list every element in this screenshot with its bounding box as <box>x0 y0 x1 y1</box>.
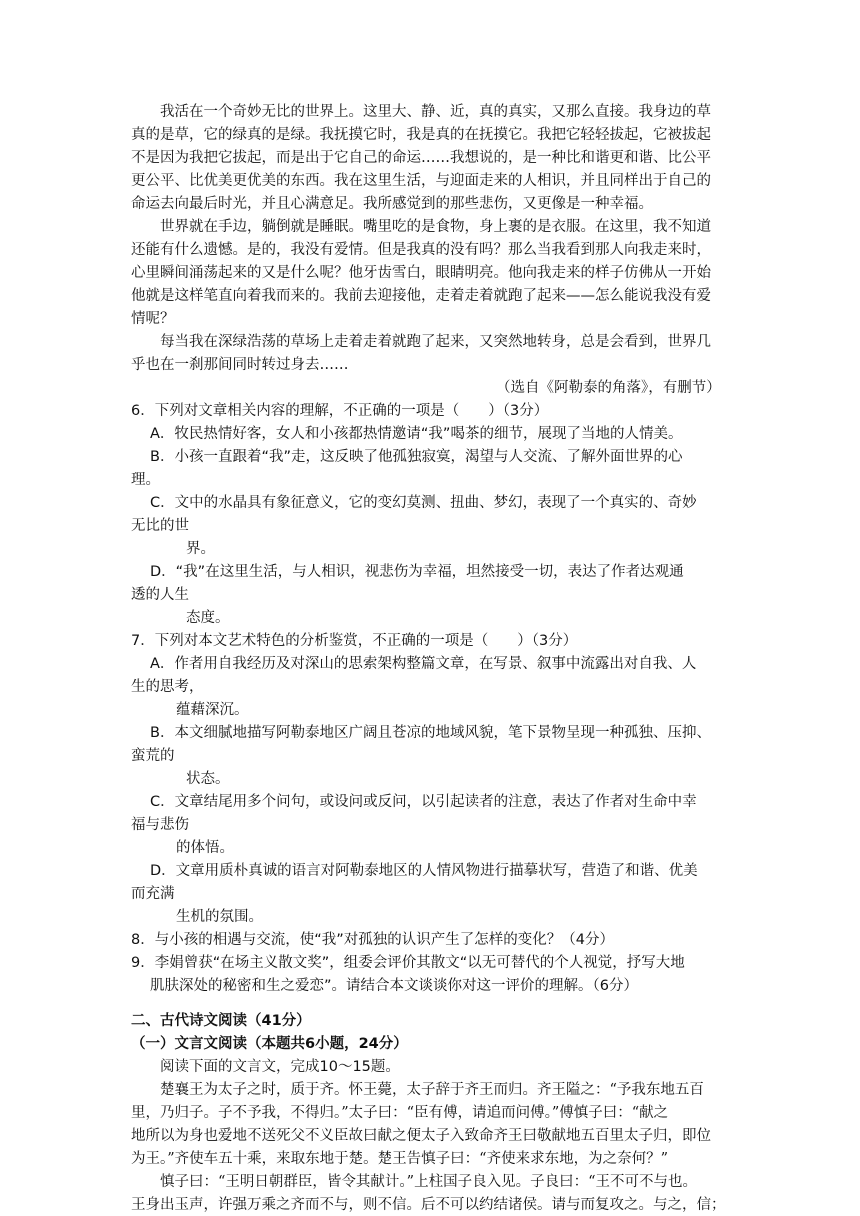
question-6-option-d-cont: 态度。 <box>186 610 230 626</box>
passage-line: 命运去向最后时光，并且心满意足。我所感觉到的那些悲伤，又更像是一种幸福。 <box>131 196 653 212</box>
question-7-option-a: A．作者用自我经历及对深山的思索架构整篇文章，在写景、叙事中流露出对自我、人 <box>150 656 697 672</box>
question-7-option-b: B．本文细腻地描写阿勒泰地区广阔且苍凉的地域风貌，笔下景物呈现一种孤独、压抑、 <box>150 725 711 741</box>
question-7-option-d-cont: 生机的氛围。 <box>176 909 263 925</box>
question-7-option-b-cont: 蛮荒的 <box>131 748 175 764</box>
passage-line: 还能有什么遗憾。是的，我没有爱情。但是我真的没有吗？那么当我看到那人向我走来时， <box>131 242 711 258</box>
question-6-option-c-cont: 界。 <box>186 541 215 557</box>
question-7-option-a-cont: 生的思考， <box>131 679 204 695</box>
subsection-title: （一）文言文阅读（本题共6小题，24分） <box>131 1036 408 1052</box>
section-title: 二、古代诗文阅读（41分） <box>131 1013 311 1029</box>
question-6-option-b-cont: 理。 <box>131 472 160 488</box>
passage-line: 他就是这样笔直向着我而来的。我前去迎接他，走着走着就跑了起来——怎么能说我没有爱 <box>131 288 711 304</box>
question-9: 9．李娟曾获“在场主义散文奖”，组委会评价其散文“以无可替代的个人视觉，抒写大地 <box>131 955 685 971</box>
question-9-cont: 肌肤深处的秘密和生之爱恋”。请结合本文谈谈你对这一评价的理解。（6分） <box>150 978 638 994</box>
question-6-option-d-cont: 透的人生 <box>131 587 189 603</box>
passage-line: 乎也在一刹那间同时转过身去…… <box>131 357 349 373</box>
question-6-option-d: D．“我”在这里生活，与人相识，视悲伤为幸福，坦然接受一切，表达了作者达观通 <box>150 564 684 580</box>
passage-line: 真的是草，它的绿真的是绿。我抚摸它时，我是真的在抚摸它。我把它轻轻拔起，它被拔起 <box>131 127 711 143</box>
question-6-option-c-cont: 无比的世 <box>131 518 189 534</box>
passage-line: 不是因为我把它拔起，而是出于它自己的命运……我想说的，是一种比和谐更和谐、比公平 <box>131 150 711 166</box>
classical-text-line: 王身出玉声，许强万乘之齐而不与，则不信。后不可以约结诸侯。请与而复攻之。与之，信； <box>131 1197 726 1213</box>
passage-line: 每当我在深绿浩荡的草场上走着走着就跑了起来，又突然地转身，总是会看到，世界几 <box>160 334 711 350</box>
question-7-stem: 7．下列对本文艺术特色的分析鉴赏，不正确的一项是（ ）（3分） <box>131 633 578 649</box>
classical-text-line: 里，乃归子。子不予我，不得归。”太子曰：“臣有傅，请追而问傅。”傅慎子曰：“献之 <box>131 1105 669 1121</box>
passage-line: 情呢？ <box>131 311 175 327</box>
passage-line: 我活在一个奇妙无比的世界上。这里大、静、近，真的真实，又那么直接。我身边的草 <box>160 104 711 120</box>
question-7-option-a-cont: 蕴藉深沉。 <box>176 702 249 718</box>
section-intro: 阅读下面的文言文，完成10～15题。 <box>160 1059 400 1075</box>
question-7-option-d: D．文章用质朴真诚的语言对阿勒泰地区的人情风物进行描摹状写，营造了和谐、优美 <box>150 863 698 879</box>
question-7-option-b-cont: 状态。 <box>186 771 230 787</box>
question-7-option-c-cont: 福与悲伤 <box>131 817 189 833</box>
classical-text-line: 地所以为身也爱地不送死父不义臣故曰献之便太子入致命齐王曰敬献地五百里太子归，即位 <box>131 1128 711 1144</box>
question-7-option-d-cont: 而充满 <box>131 886 175 902</box>
question-6-option-b: B．小孩一直跟着“我”走，这反映了他孤独寂寞，渴望与人交流、了解外面世界的心 <box>150 449 683 465</box>
passage-source: （选自《阿勒泰的角落》，有删节） <box>496 380 721 396</box>
question-7-option-c-cont: 的体悟。 <box>176 840 234 856</box>
question-6-stem: 6．下列对文章相关内容的理解，不正确的一项是（ ）（3分） <box>131 403 549 419</box>
question-6-option-a: A．牧民热情好客，女人和小孩都热情邀请“我”喝茶的细节，展现了当地的人情美。 <box>150 426 683 442</box>
question-7-option-c: C．文章结尾用多个问句，或设问或反问，以引起读者的注意，表达了作者对生命中幸 <box>150 794 697 810</box>
passage-line: 心里瞬间涌荡起来的又是什么呢？他牙齿雪白，眼睛明亮。他向我走来的样子仿佛从一开始 <box>131 265 711 281</box>
question-8: 8．与小孩的相遇与交流，使“我”对孤独的认识产生了怎样的变化？（4分） <box>131 932 614 948</box>
passage-line: 更公平、比优美更优美的东西。我在这里生活，与迎面走来的人相识，并且同样出于自己的 <box>131 173 711 189</box>
question-6-option-c: C．文中的水晶具有象征意义，它的变幻莫测、扭曲、梦幻，表现了一个真实的、奇妙 <box>150 495 697 511</box>
classical-text-line: 为王。”齐使车五十乘，来取东地于楚。楚王告慎子曰：“齐使来求东地，为之奈何？” <box>131 1151 668 1167</box>
classical-text-line: 楚襄王为太子之时，质于齐。怀王薨，太子辞于齐王而归。齐王隘之：“予我东地五百 <box>160 1082 704 1098</box>
passage-line: 世界就在手边，躺倒就是睡眠。嘴里吃的是食物，身上裹的是衣服。在这里，我不知道 <box>160 219 711 235</box>
classical-text-line: 慎子曰：“王明日朝群臣，皆令其献计。”上柱国子良入见。子良曰：“王不可不与也。 <box>160 1174 697 1190</box>
